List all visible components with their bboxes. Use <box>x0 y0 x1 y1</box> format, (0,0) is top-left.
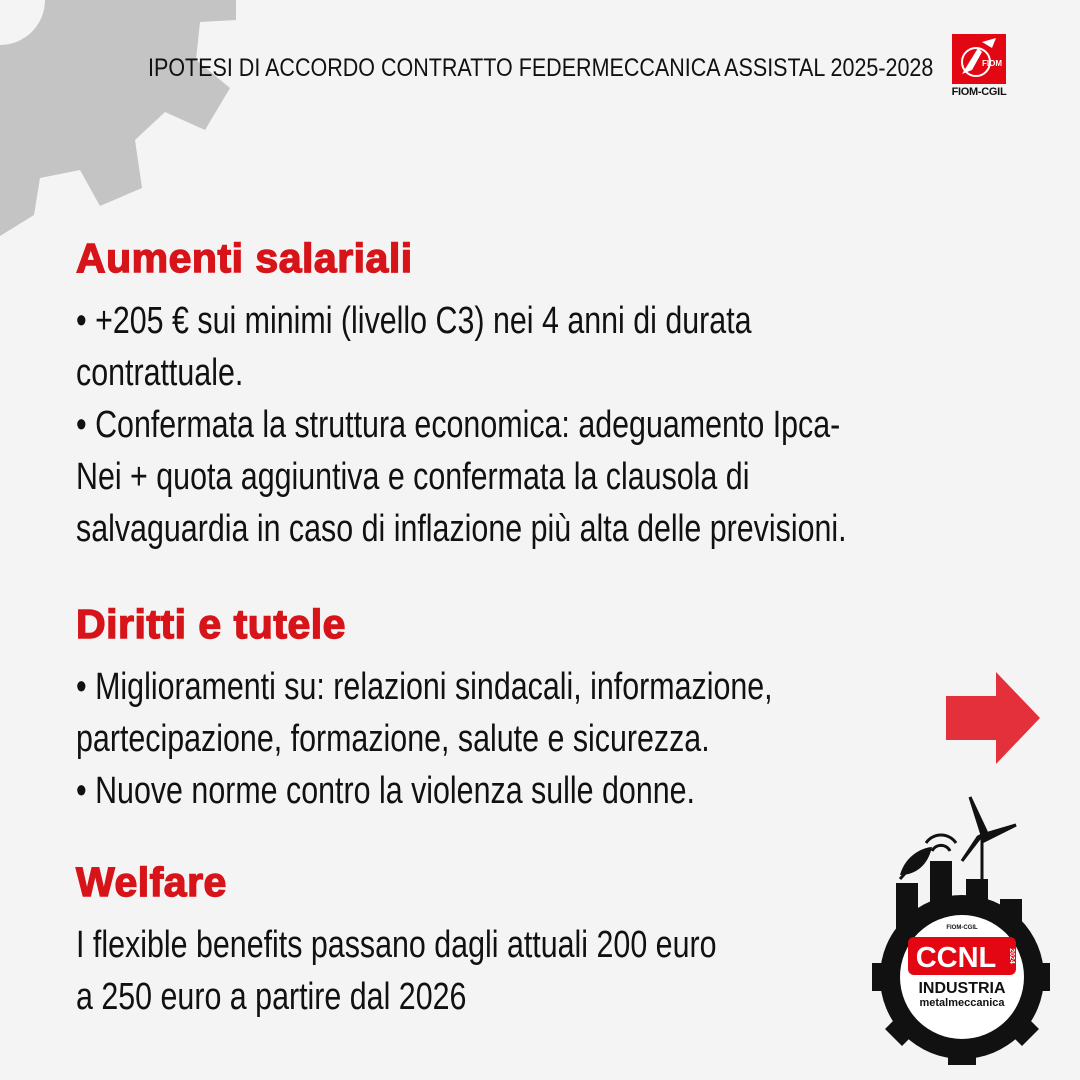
body-line: a 250 euro a partire dal 2026 <box>76 976 467 1019</box>
section-title: Diritti e tutele <box>76 601 346 647</box>
section-rights <box>76 602 1036 817</box>
body-line: partecipazione, formazione, salute e sicurezza. <box>76 718 710 761</box>
section-body <box>76 295 1036 555</box>
body-line: • +205 € sui minimi (livello C3) nei 4 anni di durata <box>76 300 752 343</box>
svg-text:INDUSTRIA: INDUSTRIA <box>918 980 1006 997</box>
body-line: I flexible benefits passano dagli attuali 200 euro <box>76 924 717 967</box>
fiom-logo <box>950 34 1008 98</box>
gear-icon <box>0 0 240 240</box>
body-line: salvaguardia in caso di inflazione più alta delle previsioni. <box>76 508 847 551</box>
fiom-emblem-icon <box>952 34 1006 84</box>
body-line: Nei + quota aggiuntiva e confermata la clausola di <box>76 456 750 499</box>
svg-text:CCNL: CCNL <box>915 942 997 974</box>
arrow-right-icon[interactable] <box>946 672 1042 764</box>
section-title: Aumenti salariali <box>76 235 413 281</box>
svg-text:FIOM: FIOM <box>982 59 1002 68</box>
svg-text:2024: 2024 <box>1008 948 1015 964</box>
ccnl-badge <box>870 795 1050 1065</box>
header-title: IPOTESI DI ACCORDO CONTRATTO FEDERMECCANICA ASSISTAL 2025-2028 <box>148 54 934 82</box>
section-salary <box>76 236 1036 555</box>
body-line: • Confermata la struttura economica: adeguamento Ipca- <box>76 404 841 447</box>
section-title: Welfare <box>76 859 227 905</box>
body-line: contrattuale. <box>76 352 244 395</box>
svg-text:FIOM-CGIL: FIOM-CGIL <box>946 925 978 931</box>
body-line: • Nuove norme contro la violenza sulle donne. <box>76 770 695 813</box>
logo-caption: FIOM-CGIL <box>951 86 1007 98</box>
body-line: • Miglioramenti su: relazioni sindacali, informazione, <box>76 666 773 709</box>
section-body <box>76 661 1036 817</box>
svg-text:metalmeccanica: metalmeccanica <box>919 997 1005 1009</box>
